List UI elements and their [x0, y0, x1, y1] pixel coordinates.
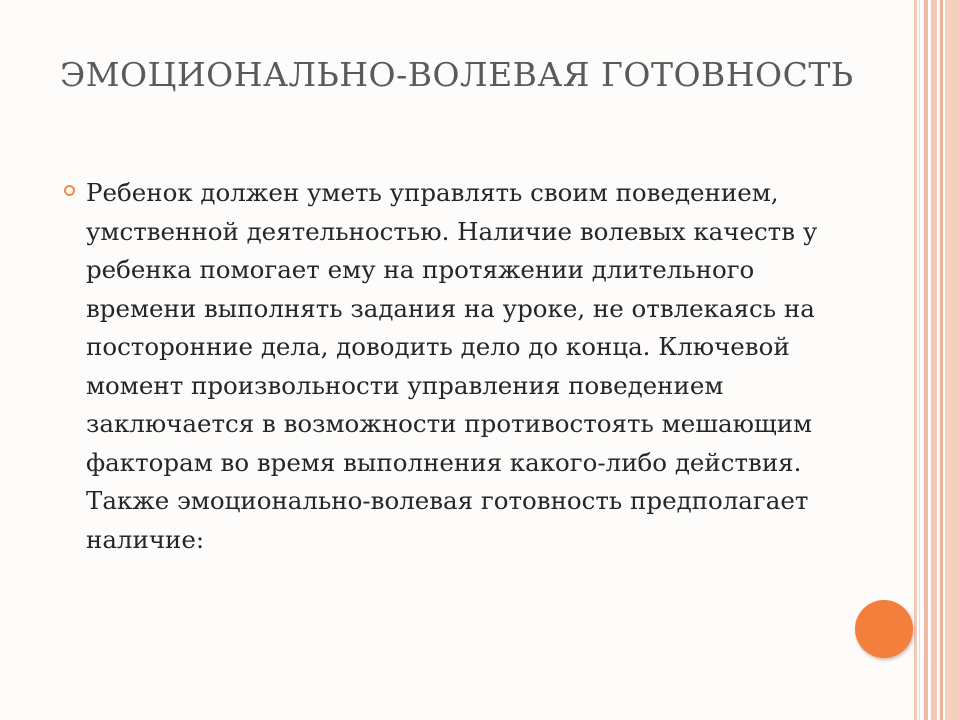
stripe — [919, 0, 920, 720]
bullet-ring-icon — [64, 185, 75, 196]
bullet-text: Ребенок должен уметь управлять своим поведением, умственной деятельностью. Наличие волевых качеств у ребенка помогает ему на протяжении длительного времени выполнять задания на уроке, не отвлекаясь на посторонние дела, доводить дело до конца. Ключевой момент произвольности управления поведением заключается в возможности противостоять мешающим факторам во время выполнения какого-либо действия. Также эмоционально-волевая готовность предполагает наличие: — [86, 178, 818, 554]
stripe — [945, 0, 960, 720]
slide-title: ЭМОЦИОНАЛЬНО-ВОЛЕВАЯ ГОТОВНОСТЬ — [60, 55, 854, 94]
stripe — [940, 0, 943, 720]
decorative-stripes — [914, 0, 960, 720]
bullet-item — [68, 174, 838, 559]
slide-content — [68, 174, 838, 559]
stripe — [914, 0, 917, 720]
stripe — [931, 0, 937, 720]
orange-circle-decoration — [855, 600, 913, 658]
stripe — [924, 0, 928, 720]
